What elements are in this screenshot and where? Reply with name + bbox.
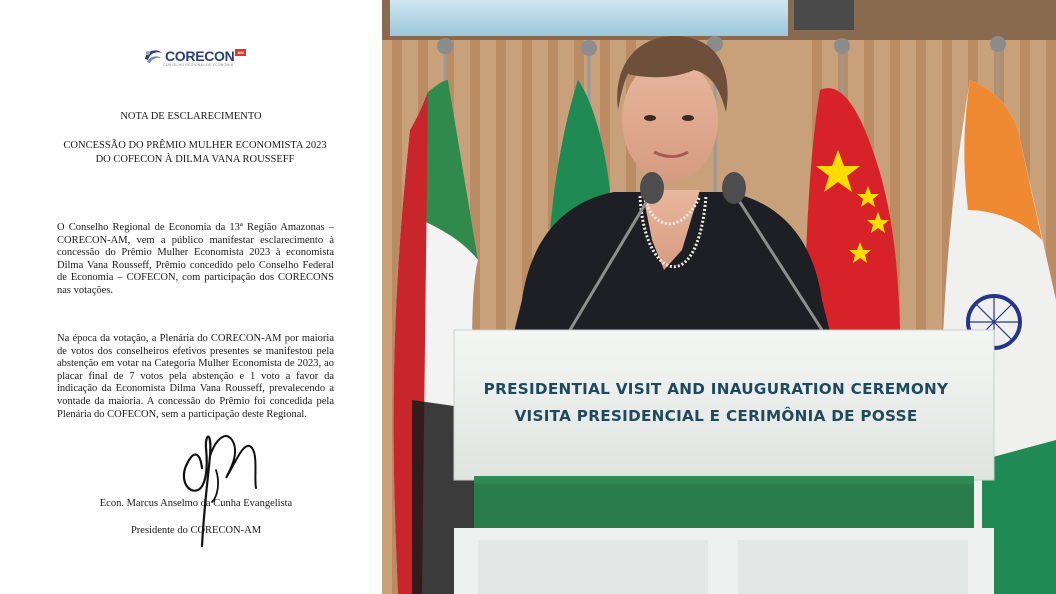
display-screen	[390, 0, 788, 36]
ceremony-photo	[382, 0, 1056, 594]
note-subject: CONCESSÃO DO PRÊMIO MULHER ECONOMISTA 2023 DO COFECON À DILMA VANA ROUSSEFF	[63, 140, 327, 165]
clarification-note-document	[0, 0, 382, 594]
podium	[454, 330, 994, 594]
signatory-name: Econ. Marcus Anselmo da Cunha Evangelista	[99, 498, 293, 509]
logo-wordmark: CORECON	[165, 48, 235, 64]
signatory-role: Presidente do CORECON-AM	[130, 525, 262, 536]
logo-badge: AM	[237, 49, 244, 55]
note-title: NOTA DE ESCLARECIMENTO	[120, 111, 262, 122]
corecon-swirl-icon	[142, 45, 164, 67]
paragraph-2: Na época da votação, a Plenária do CORECON-AM por maioria de votos dos conselheiros efetivos presentes se manifestou pela abstenção em votar na Categoria Mulher Economista de 2023, ao placar final de 7 votos pela abstenção e 1 voto a favor da indicação da Economista Dilma Vana Rousseff, prevalecendo a vontade da maioria. A concessão do Prêmio foi concedida pela Plenária do COFECON, sem a participação deste Regional.	[57, 333, 334, 420]
paragraph-1: O Conselho Regional de Economia da 13ª Região Amazonas – CORECON-AM, vem a público manifestar esclarecimento à concessão do Prêmio Mulher Economista 2023 à economista Dilma Vana Rousseff, Prêmio concedido pelo Conselho Federal de Economia – COFECON, com participação dos CORECONS nas votações.	[57, 222, 334, 296]
podium-sign-line-1: PRESIDENTIAL VISIT AND INAUGURATION CEREMONY	[483, 380, 949, 398]
handwritten-signature	[172, 408, 272, 548]
podium-sign-line-2: VISITA PRESIDENCIAL E CERIMÔNIA DE POSSE	[514, 407, 918, 425]
logo-subtitle: CONSELHO REGIONAL DE ECONOMIA	[163, 63, 234, 67]
ceremony-scene	[382, 0, 1056, 594]
